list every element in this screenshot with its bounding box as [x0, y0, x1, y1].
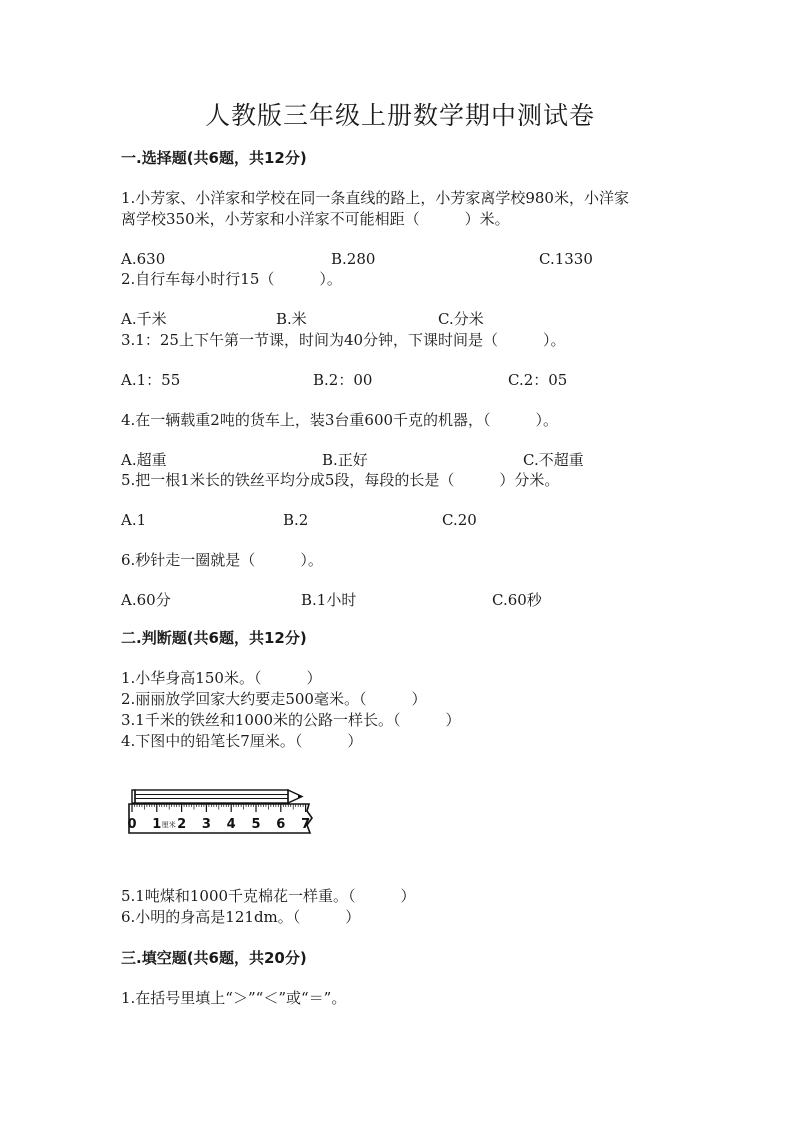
ruler-unit-label: 厘米 — [161, 821, 176, 829]
option-a: A.超重 — [121, 451, 167, 469]
option-b: B.米 — [276, 310, 307, 328]
option-a: A.千米 — [121, 310, 167, 328]
ruler-tick-label: 7 — [301, 817, 311, 832]
judge-item: 6.小明的身高是121dm。（ ） — [121, 908, 361, 926]
option-a: A.630 — [121, 250, 166, 268]
option-c: C.2：05 — [508, 371, 568, 389]
judge-item: 3.1千米的铁丝和1000米的公路一样长。（ ） — [121, 711, 461, 729]
question-text: 4.在一辆载重2吨的货车上，装3台重600千克的机器，（ ）。 — [121, 411, 559, 429]
option-c: C.不超重 — [523, 451, 584, 469]
ruler-pencil-figure — [126, 784, 322, 844]
section-heading-fill: 三.填空题(共6题，共20分) — [121, 949, 307, 967]
option-c: C.20 — [442, 511, 477, 529]
page-title: 人教版三年级上册数学期中测试卷 — [204, 101, 595, 130]
fill-item: 1.在括号里填上“＞”“＜”或“＝”。 — [121, 989, 347, 1007]
judge-item: 1.小华身高150米。（ ） — [121, 669, 322, 687]
judge-item: 4.下图中的铅笔长7厘米。（ ） — [121, 732, 363, 750]
question-text: 6.秒针走一圈就是（ ）。 — [121, 551, 323, 569]
ruler-tick-label: 4 — [226, 817, 236, 832]
option-a: A.1 — [121, 511, 147, 529]
ruler-tick-label: 3 — [201, 817, 211, 832]
ruler-tick-label: 6 — [276, 817, 286, 832]
ruler-tick-label: 0 — [127, 817, 137, 832]
option-b: B.正好 — [322, 451, 368, 469]
question-text: 2.自行车每小时行15（ ）。 — [121, 270, 342, 288]
pencil-icon — [132, 790, 302, 803]
option-b: B.1小时 — [301, 591, 357, 609]
ruler-ticks — [132, 804, 306, 812]
judge-item: 5.1吨煤和1000千克棉花一样重。（ ） — [121, 887, 416, 905]
ruler-tick-label: 5 — [251, 817, 261, 832]
question-text: 离学校350米，小芳家和小洋家不可能相距（ ）米。 — [121, 210, 510, 228]
option-a: A.1：55 — [121, 371, 181, 389]
ruler-tick-label: 2 — [177, 817, 187, 832]
question-text: 5.把一根1米长的铁丝平均分成5段，每段的长是（ ）分米。 — [121, 471, 560, 489]
section-heading-choice: 一.选择题(共6题，共12分) — [121, 149, 307, 167]
option-c: C.1330 — [539, 250, 593, 268]
option-c: C.分米 — [438, 310, 484, 328]
judge-item: 2.丽丽放学回家大约要走500毫米。（ ） — [121, 690, 427, 708]
option-a: A.60分 — [121, 591, 171, 609]
section-heading-judge: 二.判断题(共6题，共12分) — [121, 629, 307, 647]
option-b: B.280 — [331, 250, 376, 268]
option-c: C.60秒 — [492, 591, 542, 609]
option-b: B.2 — [283, 511, 309, 529]
question-text: 1.小芳家、小洋家和学校在同一条直线的路上，小芳家离学校980米，小洋家 — [121, 189, 629, 207]
question-text: 3.1：25上下午第一节课，时间为40分钟，下课时间是（ ）。 — [121, 331, 566, 349]
option-b: B.2：00 — [313, 371, 373, 389]
ruler-tick-label: 1 — [152, 817, 162, 832]
